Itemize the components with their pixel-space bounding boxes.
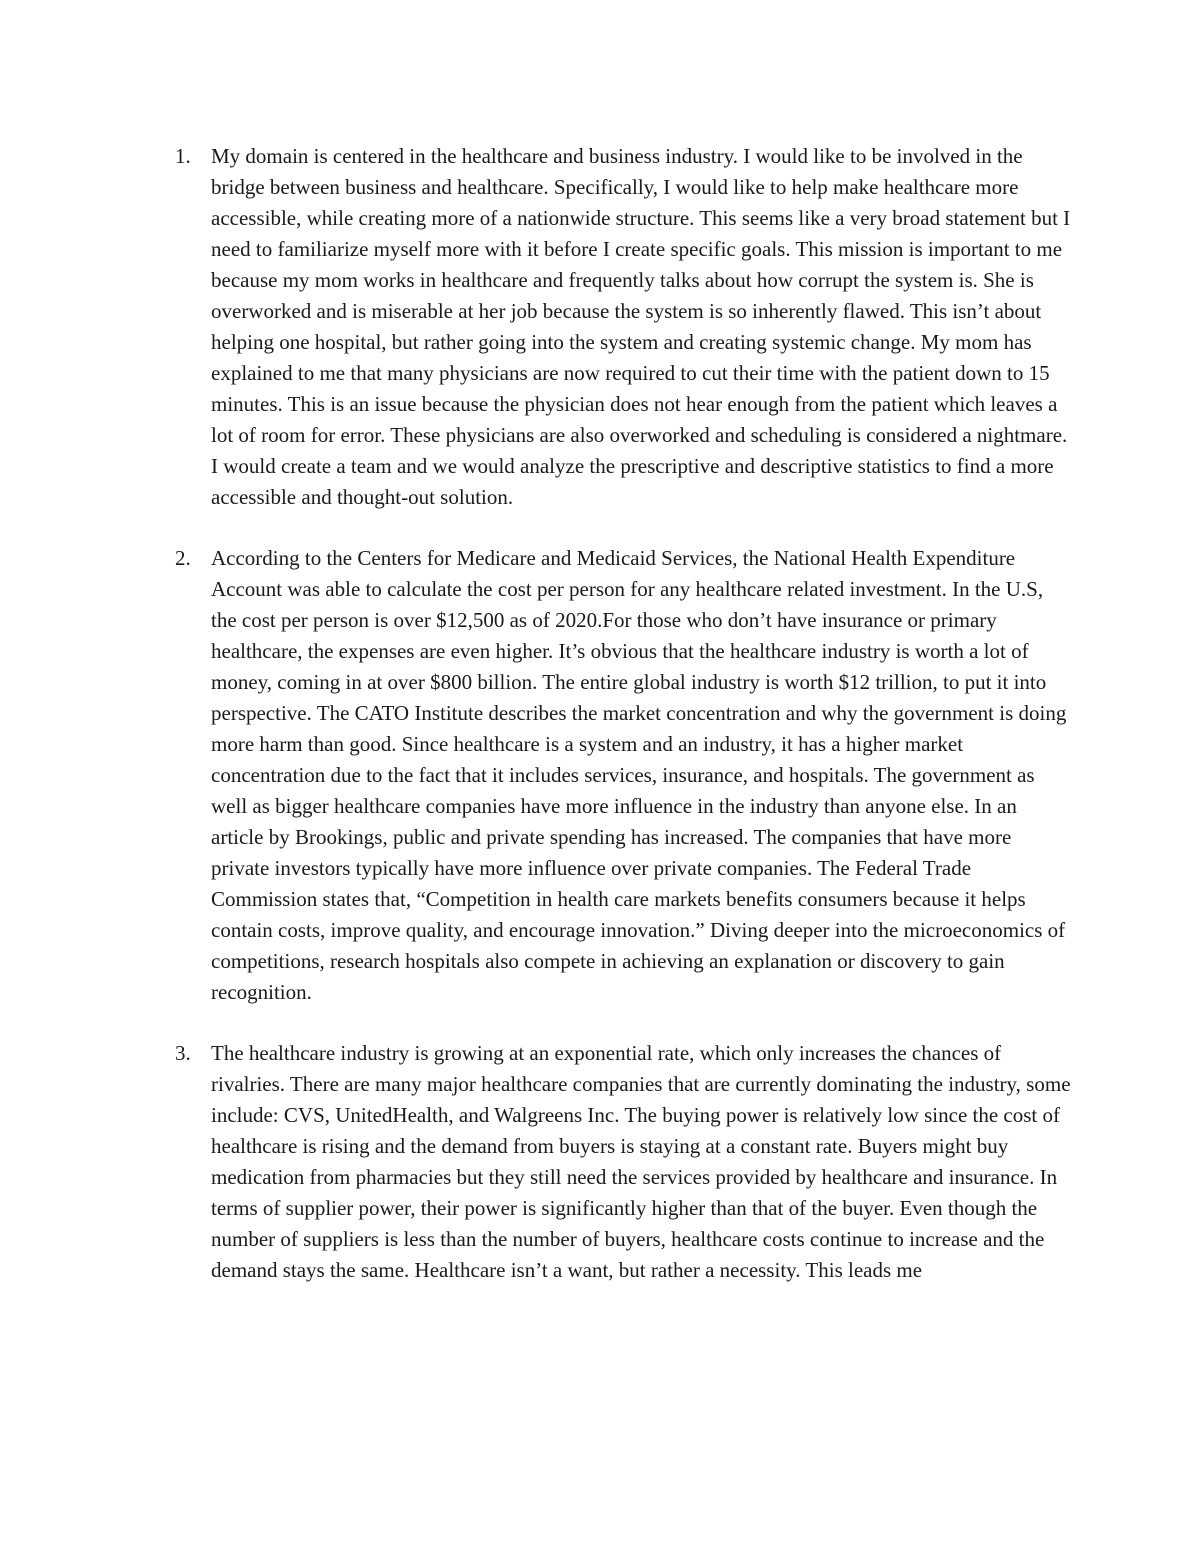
list-number: 3. [175, 1041, 191, 1065]
numbered-list [0, 141, 1200, 1316]
list-item-2 [0, 543, 1200, 1008]
list-item-3 [0, 1038, 1200, 1286]
list-number: 1. [175, 144, 191, 168]
paragraph-domain-statement: My domain is centered in the healthcare and business industry. I would like to be involved in the bridge between business and healthcare. Specifically, I would like to help make healthcare more accessible, while creating more of a nationwide structure. This seems like a very broad statement but I need to familiarize myself more with it before I create specific goals. This mission is important to me because my mom works in healthcare and frequently talks about how corrupt the system is. She is overworked and is miserable at her job because the system is so inherently flawed. This isn’t about helping one hospital, but rather going into the system and creating systemic change. My mom has explained to me that many physicians are now required to cut their time with the patient down to 15 minutes. This is an issue because the physician does not hear enough from the patient which leaves a lot of room for error. These physicians are also overworked and scheduling is considered a nightmare. I would create a team and we would analyze the prescriptive and descriptive statistics to find a more accessible and thought-out solution. [211, 144, 1071, 509]
paragraph-industry-costs: According to the Centers for Medicare and Medicaid Services, the National Health Expenditure Account was able to calculate the cost per person for any healthcare related investment. In the U.S, the cost per person is over $12,500 as of 2020.For those who don’t have insurance or primary healthcare, the expenses are even higher. It’s obvious that the healthcare industry is worth a lot of money, coming in at over $800 billion. The entire global industry is worth $12 trillion, to put it into perspective. The CATO Institute describes the market concentration and why the government is doing more harm than good. Since healthcare is a system and an industry, it has a higher market concentration due to the fact that it includes services, insurance, and hospitals. The government as well as bigger healthcare companies have more influence in the industry than anyone else. In an article by Brookings, public and private spending has increased. The companies that have more private investors typically have more influence over private companies. The Federal Trade Commission states that, “Competition in health care markets benefits consumers because it helps contain costs, improve quality, and encourage innovation.” Diving deeper into the microeconomics of competitions, research hospitals also compete in achieving an explanation or discovery to gain recognition. [211, 546, 1067, 1004]
list-item-1 [0, 141, 1200, 513]
list-number: 2. [175, 546, 191, 570]
paragraph-industry-rivalry: The healthcare industry is growing at an exponential rate, which only increases the chances of rivalries. There are many major healthcare companies that are currently dominating the industry, some include: CVS, UnitedHealth, and Walgreens Inc. The buying power is relatively low since the cost of healthcare is rising and the demand from buyers is staying at a constant rate. Buyers might buy medication from pharmacies but they still need the services provided by healthcare and insurance. In terms of supplier power, their power is significantly higher than that of the buyer. Even though the number of suppliers is less than the number of buyers, healthcare costs continue to increase and the demand stays the same. Healthcare isn’t a want, but rather a necessity. This leads me [211, 1041, 1071, 1282]
